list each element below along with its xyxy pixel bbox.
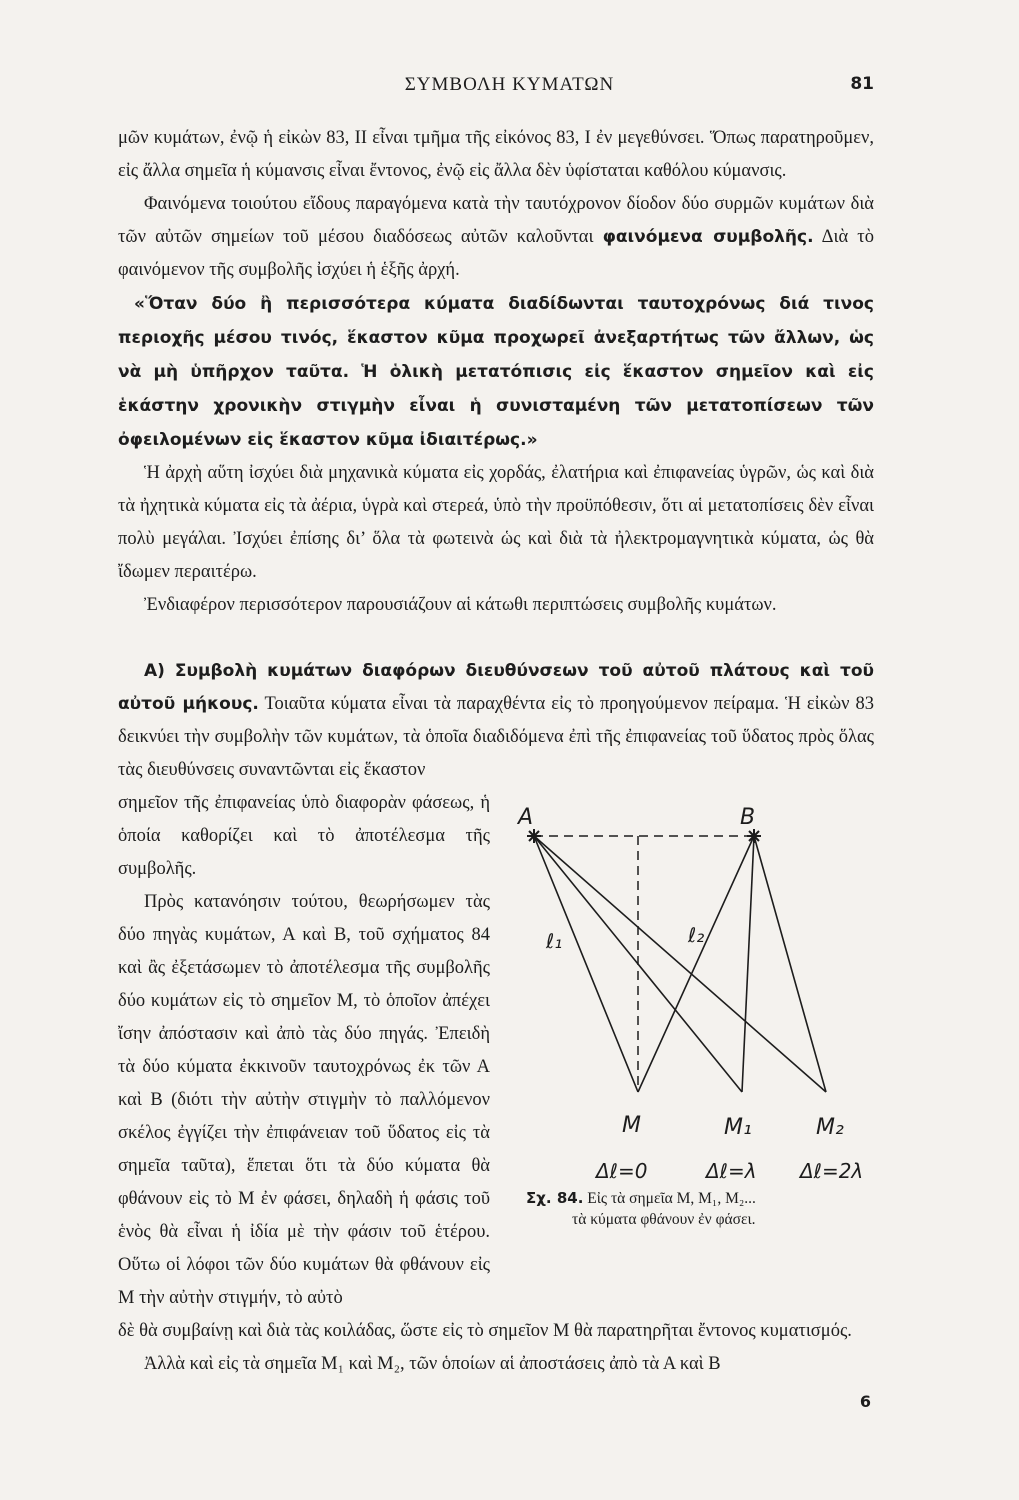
narrow-paragraph-2: Πρὸς κατανόησιν τούτου, θεωρήσωμεν τὰς δύο πηγὰς κυμάτων, Α καὶ Β, τοῦ σχήματος 84 καὶ ἂς ἐξετάσωμεν τὸ ἀποτέλεσμα τῆς συμβολῆς δύο κυμάτων εἰς τὸ σημεῖον Μ, τὸ ὁποῖον ἀπέχει ἴσην ἀπόστασιν καὶ ἀπὸ τὰς δύο πηγάς. Ἐπειδὴ τὰ δύο κύματα ἐκκινοῦν ταυτοχρόνως ἐκ τῶν Α καὶ Β (διότι τὴν αὐτὴν στιγμὴν τὸ παλλόμενον σκέλος ἐγγίζει τὴν ἐπιφάνειαν τοῦ ὕδατος εἰς τὰ σημεῖα ταῦτα), ἕπεται ὅτι τὰ δύο κύματα θὰ φθάνουν εἰς τὸ Μ ἐν φάσει, δηλαδὴ ἡ φάσις τοῦ ἑνὸς θὰ εἶναι ἡ ἰδία μὲ τὴν φάσιν τοῦ ἑτέρου. Οὕτω οἱ λόφοι τῶν δύο κυμάτων θὰ φθάνουν εἰς Μ τὴν αὐτὴν στιγμήν, τὸ αὐτὸ <box>118 892 490 1308</box>
line-a-m <box>534 836 638 1092</box>
line-b-m2 <box>754 836 826 1092</box>
paragraph-2-end: Διὰ τὸ φαινόμενον τῆς συμβολῆς ἰσχύει ἡ ἑξῆς ἀρχή. <box>118 227 874 280</box>
label-m1: M₁ <box>724 1115 752 1140</box>
narrow-paragraph-1: σημεῖον τῆς ἐπιφανείας ὑπὸ διαφορὰν φάσεως, ἡ ὁποία καθορίζει καὶ τὸ ἀποτέλεσμα τῆς συμβολῆς. <box>118 793 490 879</box>
paragraph-3: Ἡ ἀρχὴ αὕτη ἰσχύει διὰ μηχανικὰ κύματα εἰς χορδάς, ἐλατήρια καὶ ἐπιφανείας ὑγρῶν, ὡς καὶ διὰ τὰ ἠχητικὰ κύματα εἰς τὰ ἀέρια, ὑγρὰ καὶ στερεά, ὑπὸ τὴν προϋπόθεσιν, ὅτι αἱ μετατοπίσεις δὲν εἶναι πολὺ μεγάλαι. Ἰσχύει ἐπίσης δι’ ὅλα τὰ φωτεινὰ ὡς καὶ διὰ τὰ ἠλεκτρομαγνητικὰ κύματα, ὡς θὰ ἴδωμεν περαιτέρω. <box>118 463 874 582</box>
paragraph-2-start: Φαινόμενα τοιούτου εἴδους παραγόμενα κατὰ τὴν ταυτόχρονον δίοδον δύο συρμῶν κυμάτων διὰ τῶν αὐτῶν σημείων τοῦ μέσου διαδόσεως αὐτῶν καλοῦνται <box>118 194 874 247</box>
figure-84-diagram <box>510 800 880 1180</box>
paragraph-4: Ἐνδιαφέρον περισσότερον παρουσιάζουν αἱ κάτωθι περιπτώσεις συμβολῆς κυμάτων. <box>144 595 777 615</box>
intro-text <box>118 122 874 622</box>
full-paragraph-1: δὲ θὰ συμβαίνῃ καὶ διὰ τὰς κοιλάδας, ὥστε εἰς τὸ σημεῖον Μ θὰ παρατηρῆται ἔντονος κυματισμός. <box>118 1321 852 1341</box>
figure-84 <box>510 800 880 1180</box>
label-m2: M₂ <box>816 1115 844 1140</box>
label-b: B <box>740 805 756 830</box>
paragraph-2 <box>118 188 874 287</box>
caption-text-line-2: τὰ κύματα φθάνουν ἐν φάσει. <box>572 1211 756 1228</box>
term-interference: φαινόμενα συμβολῆς. <box>602 227 814 247</box>
page-number: 81 <box>850 74 874 94</box>
caption-label: Σχ. 84. <box>526 1189 584 1207</box>
label-l1: ℓ₁ <box>546 929 563 953</box>
label-a: A <box>518 805 534 830</box>
superposition-principle: «Ὅταν δύο ἢ περισσότερα κύματα διαδίδωνται ταυτοχρόνως διά τινος περιοχῆς μέσου τινός, ἕκαστον κῦμα προχωρεῖ ἀνεξαρτήτως τῶν ἄλλων, ὡς νὰ μὴ ὑπῆρχον ταῦτα. Ἡ ὁλικὴ μετατόπισις εἰς ἕκαστον σημεῖον καὶ εἰς ἑκάστην χρονικὴν στιγμὴν εἶναι ἡ συνισταμένη τῶν μετατοπίσεων τῶν ὀφειλομένων εἰς ἕκαστον κῦμα ἰδιαιτέρως.» <box>118 294 874 450</box>
label-l2: ℓ₂ <box>688 923 705 947</box>
section-a-heading: Α) Συμβολὴ κυμάτων διαφόρων διευθύνσεων τοῦ αὐτοῦ πλάτους καὶ τοῦ αὐτοῦ μήκους. <box>118 661 874 714</box>
line-b-m <box>638 836 754 1092</box>
section-a-lead: Τοιαῦτα κύματα εἶναι τὰ παραχθέντα εἰς τὸ προηγούμενον πείραμα. Ἡ εἰκὼν 83 δεικνύει τὴν συμβολὴν τῶν κυμάτων, τὰ ὁποῖα διαδιδόμενα ἐπὶ τῆς ἐπιφανείας τοῦ ὕδατος πρὸς ὅλας τὰς διευθύνσεις συναντῶνται εἰς ἕκαστον <box>118 694 874 780</box>
source-b-marker <box>747 829 761 843</box>
line-b-m1 <box>742 836 754 1092</box>
delta-label-0: Δℓ=0 <box>596 1159 648 1180</box>
paragraph-1: μῶν κυμάτων, ἐνῷ ἡ εἰκὼν 83, ΙΙ εἶναι τμῆμα τῆς εἰκόνος 83, Ι ἐν μεγεθύνσει. Ὅπως παρατηροῦμεν, εἰς ἄλλα σημεῖα ἡ κύμανσις εἶναι ἔντονος, ἐνῷ εἰς ἄλλα δὲν ὑφίσταται καθόλου κύμανσις. <box>118 128 874 181</box>
label-m: M <box>622 1113 641 1138</box>
line-a-m2 <box>534 836 826 1092</box>
running-title: ΣΥΜΒΟΛΗ ΚΥΜΑΤΩΝ <box>404 74 615 95</box>
caption-text: Εἰς τὰ σημεῖα Μ, Μ₁, Μ₂... <box>587 1190 756 1207</box>
figure-caption <box>526 1188 876 1230</box>
full-paragraph-2: Ἀλλὰ καὶ εἰς τὰ σημεῖα Μ₁ καὶ Μ₂, τῶν ὁποίων αἱ ἀποστάσεις ἀπὸ τὰ Α καὶ Β <box>144 1354 721 1374</box>
page-header <box>0 64 1019 104</box>
delta-label-2: Δℓ=2λ <box>800 1159 864 1180</box>
source-a-marker <box>527 829 541 843</box>
section-a-paragraph <box>118 655 874 787</box>
delta-label-1: Δℓ=λ <box>706 1159 757 1180</box>
narrow-column <box>118 787 490 1315</box>
signature-mark: 6 <box>859 1392 871 1411</box>
